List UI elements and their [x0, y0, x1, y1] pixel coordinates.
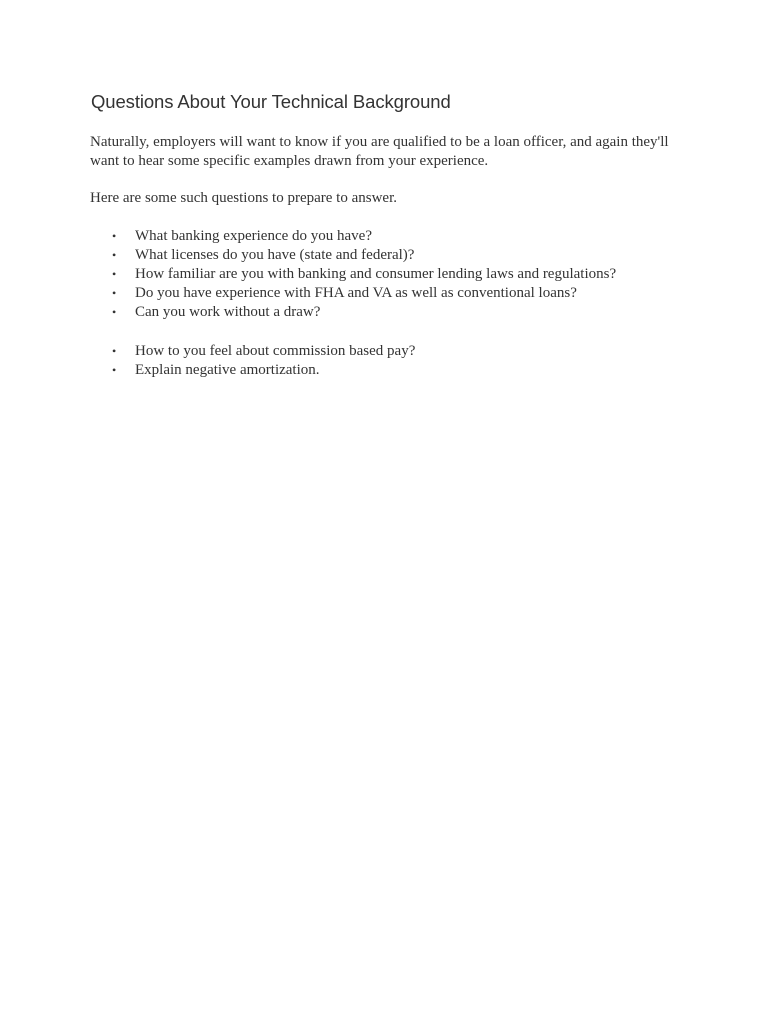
bullet-icon: •	[112, 363, 117, 377]
intro-paragraph: Naturally, employers will want to know if you are qualified to be a loan officer, and again they'll want to hear some specific examples drawn from your experience.	[90, 134, 669, 169]
list-item	[90, 303, 616, 322]
list-item	[90, 284, 616, 303]
list-item	[90, 342, 415, 361]
bullet-icon: •	[112, 229, 117, 243]
list-item-text: Explain negative amortization.	[135, 362, 320, 378]
list-item-text: Can you work without a draw?	[135, 304, 321, 320]
list-item-text: Do you have experience with FHA and VA as well as conventional loans?	[135, 285, 577, 301]
bullet-icon: •	[112, 286, 117, 300]
bullet-icon: •	[112, 248, 117, 262]
bullet-icon: •	[112, 267, 117, 281]
list-item-text: What banking experience do you have?	[135, 228, 372, 244]
bullet-icon: •	[112, 344, 117, 358]
list-item-text: What licenses do you have (state and federal)?	[135, 247, 415, 263]
bullet-icon: •	[112, 305, 117, 319]
list-item-text: How to you feel about commission based pay?	[135, 343, 416, 359]
list-item	[90, 265, 616, 284]
lead-in-paragraph: Here are some such questions to prepare to answer.	[90, 190, 397, 206]
section-heading: Questions About Your Technical Background	[91, 91, 451, 112]
question-list-1	[90, 227, 616, 322]
list-item	[90, 246, 616, 265]
list-item-text: How familiar are you with banking and consumer lending laws and regulations?	[135, 266, 617, 282]
list-item	[90, 361, 415, 380]
list-item	[90, 227, 616, 246]
question-list-2	[90, 342, 415, 380]
